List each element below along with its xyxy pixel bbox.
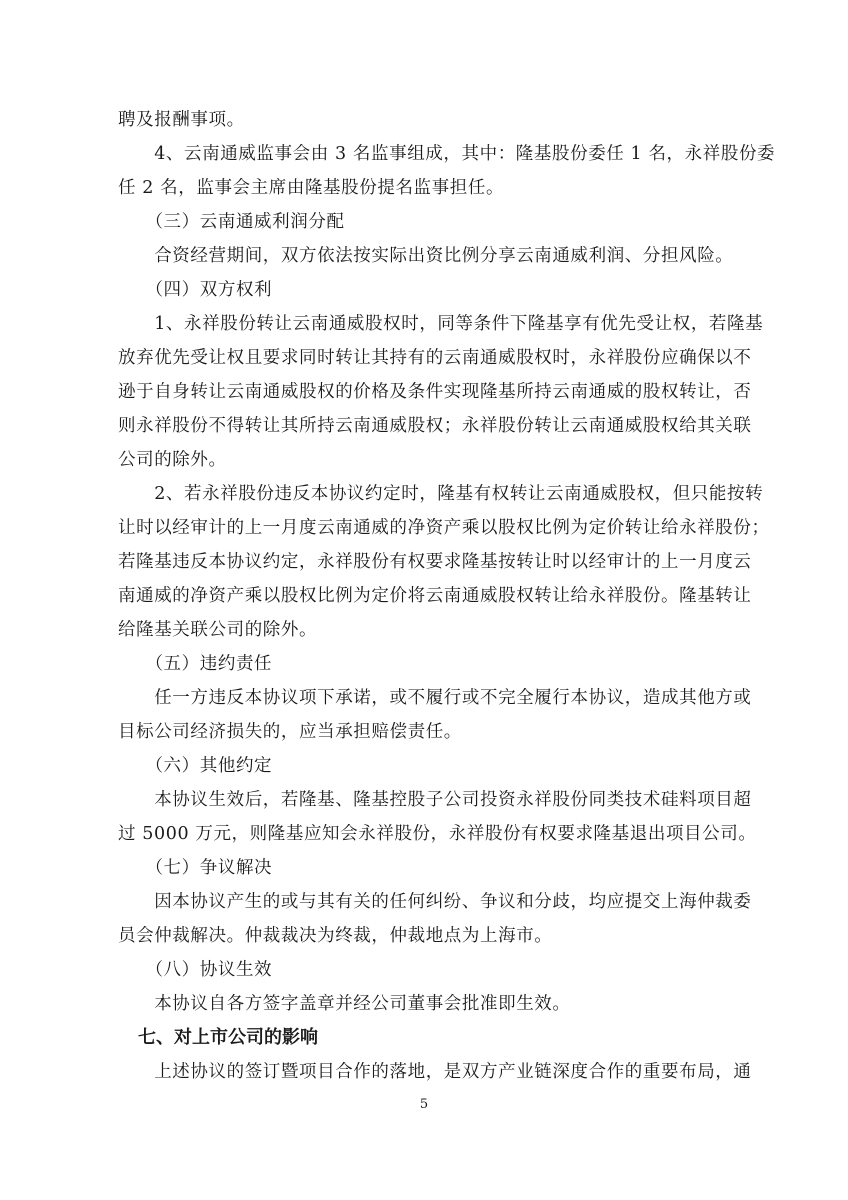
paragraph-line: 若隆基违反本协议约定，永祥股份有权要求隆基按转让时以经审计的上一月度云 xyxy=(118,552,752,572)
section-title: （七）争议解决 xyxy=(118,858,273,878)
paragraph-line: 合资经营期间，双方依法按实际出资比例分享云南通威利润、分担风险。 xyxy=(118,246,734,266)
paragraph-line: 过 5000 万元，则隆基应知会永祥股份，永祥股份有权要求隆基退出项目公司。 xyxy=(118,824,757,844)
chapter-heading: 七、对上市公司的影响 xyxy=(138,1027,318,1048)
paragraph-line: 2、若永祥股份违反本协议约定时，隆基有权转让云南通威股权，但只能按转 xyxy=(118,484,764,504)
paragraph-line: 上述协议的签订暨项目合作的落地，是双方产业链深度合作的重要布局，通 xyxy=(118,1062,752,1082)
paragraph-line: 因本协议产生的或与其有关的任何纠纷、争议和分歧，均应提交上海仲裁委 xyxy=(118,892,752,912)
paragraph-line: 逊于自身转让云南通威股权的价格及条件实现隆基所持云南通威的股权转让，否 xyxy=(118,382,752,402)
paragraph-line: 本协议生效后，若隆基、隆基控股子公司投资永祥股份同类技术硅料项目超 xyxy=(118,790,752,810)
paragraph-line: 聘及报酬事项。 xyxy=(118,110,245,130)
section-title: （四）双方权利 xyxy=(118,280,273,300)
paragraph-line: 任一方违反本协议项下承诺，或不履行或不完全履行本协议，造成其他方或 xyxy=(118,688,752,708)
paragraph-line: 公司的除外。 xyxy=(118,450,227,470)
paragraph-line: 任 2 名，监事会主席由隆基股份提名监事担任。 xyxy=(118,178,505,198)
paragraph-line: 本协议自各方签字盖章并经公司董事会批准即生效。 xyxy=(118,994,571,1014)
paragraph-line: 4、云南通威监事会由 3 名监事组成，其中：隆基股份委任 1 名，永祥股份委 xyxy=(118,144,776,164)
paragraph-line: 给隆基关联公司的除外。 xyxy=(118,620,318,640)
section-title: （八）协议生效 xyxy=(118,960,273,980)
section-title: （三）云南通威利润分配 xyxy=(118,212,345,232)
paragraph-line: 南通威的净资产乘以股权比例为定价将云南通威股权转让给永祥股份。隆基转让 xyxy=(118,586,752,606)
paragraph-line: 则永祥股份不得转让其所持云南通威股权；永祥股份转让云南通威股权给其关联 xyxy=(118,416,752,436)
paragraph-line: 让时以经审计的上一月度云南通威的净资产乘以股权比例为定价转让给永祥股份； xyxy=(118,518,770,538)
paragraph-line: 1、永祥股份转让云南通威股权时，同等条件下隆基享有优先受让权，若隆基 xyxy=(118,314,764,334)
paragraph-line: 员会仲裁解决。仲裁裁决为终裁，仲裁地点为上海市。 xyxy=(118,926,553,946)
section-title: （五）违约责任 xyxy=(118,654,273,674)
section-title: （六）其他约定 xyxy=(118,756,273,776)
paragraph-line: 放弃优先受让权且要求同时转让其持有的云南通威股权时，永祥股份应确保以不 xyxy=(118,348,752,368)
page-number: 5 xyxy=(419,1097,429,1112)
paragraph-line: 目标公司经济损失的，应当承担赔偿责任。 xyxy=(118,722,462,742)
